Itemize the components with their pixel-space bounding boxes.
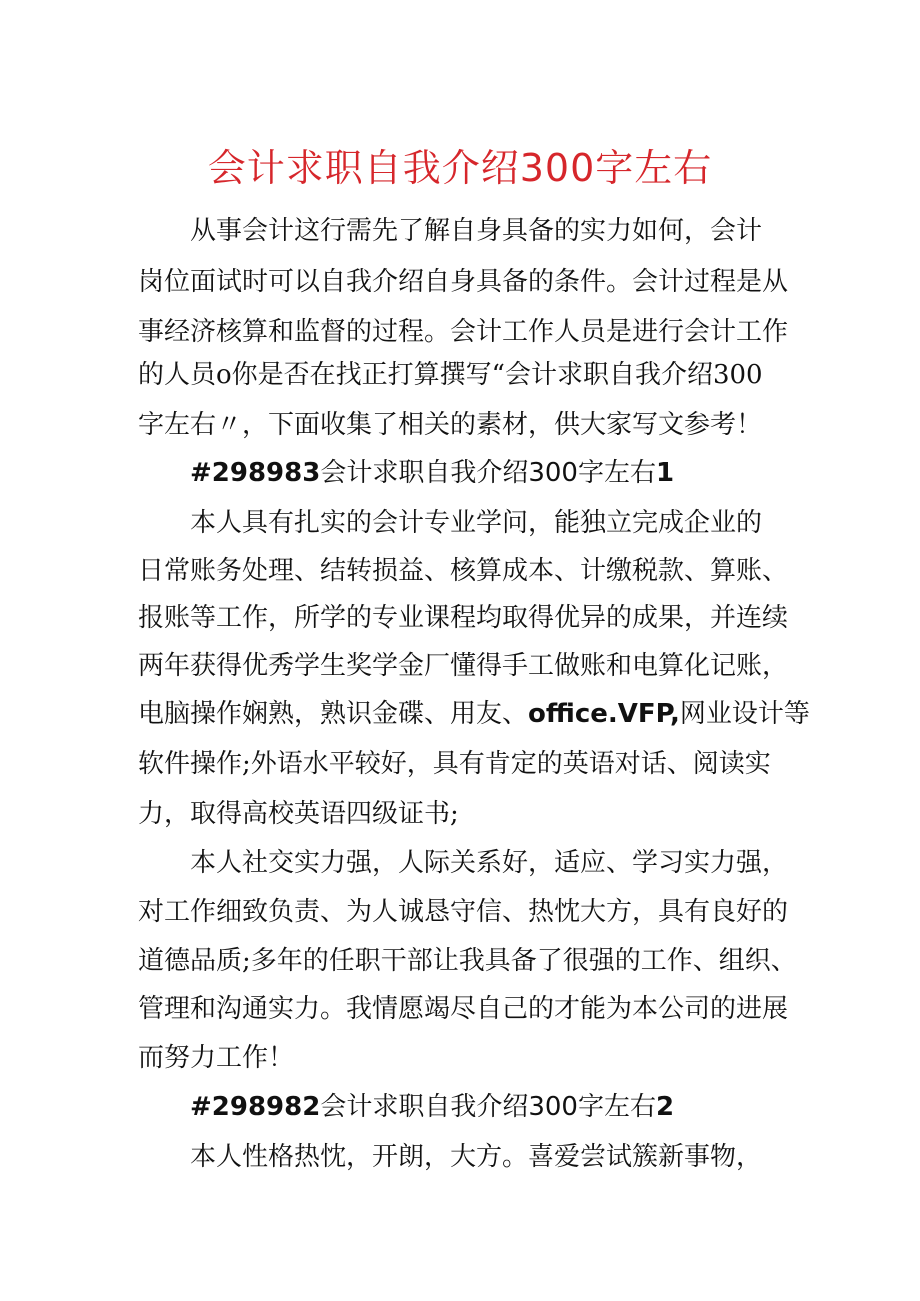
- intro-line-4: 的人员o你是否在找正打算撰写“会计求职自我介绍300: [138, 360, 763, 390]
- section-1-para-2-line-3: 道德品质;多年的任职干部让我具备了很强的工作、组织、: [138, 946, 797, 976]
- section-1-para-2-line-2: 对工作细致负责、为人诚恳守信、热忱大方，具有良好的: [138, 897, 789, 927]
- section-2-para-1-line-1: 本人性格热忱，开朗，大方。喜爱尝试簇新事物，: [190, 1142, 763, 1172]
- section-1-para-1-line-7: 力，取得高校英语四级证书;: [138, 799, 459, 829]
- section-1-para-1-line-4: 两年获得优秀学生奖学金厂懂得手工做账和电算化记账，: [138, 651, 789, 681]
- intro-line-1: 从事会计这行需先了解自身具备的实力如何，会计: [190, 216, 763, 246]
- section-1-heading: [190, 453, 674, 493]
- section-1-para-1-line-3: 报账等工作，所学的专业课程均取得优异的成果，并连续: [138, 603, 789, 633]
- section-2-heading-num: 2: [655, 1092, 675, 1122]
- section-1-para-2-line-4: 管理和沟通实力。我情愿竭尽自己的才能为本公司的进展: [138, 994, 789, 1024]
- document-title: 会计求职自我介绍300字左右: [207, 146, 713, 190]
- section-1-line-5-pre: 电脑操作娴熟，熟识金碟、用友、: [138, 699, 529, 729]
- section-1-para-2-line-1: 本人社交实力强，人际关系好，适应、学习实力强，: [190, 848, 789, 878]
- section-1-line-5-bold: office.VFP,: [528, 699, 680, 729]
- section-1-para-1-line-6: 软件操作;外语水平较好，具有肯定的英语对话、阅读实: [138, 749, 771, 779]
- section-1-para-1-line-5: [138, 694, 810, 734]
- section-2-heading-text: 会计求职自我介绍300字左右: [320, 1092, 656, 1122]
- intro-line-2: 岗位面试时可以自我介绍自身具备的条件。会计过程是从: [138, 267, 789, 297]
- intro-line-3: 事经济核算和监督的过程。会计工作人员是进行会计工作: [138, 317, 789, 347]
- section-1-heading-id: #298983: [190, 458, 321, 488]
- section-1-line-5-post: 网业设计等: [679, 699, 810, 729]
- section-1-heading-text: 会计求职自我介绍300字左右: [320, 458, 656, 488]
- section-1-heading-num: 1: [655, 458, 675, 488]
- section-1-para-1-line-2: 日常账务处理、结转损益、核算成本、计缴税款、算账、: [138, 556, 789, 586]
- section-1-para-1-line-1: 本人具有扎实的会计专业学问，能独立完成企业的: [190, 508, 763, 538]
- section-1-para-2-line-5: 而努力工作！: [138, 1043, 295, 1073]
- section-2-heading-id: #298982: [190, 1092, 321, 1122]
- intro-line-5: 字左右〃，下面收集了相关的素材，供大家写文参考！: [138, 410, 763, 440]
- section-2-heading: [190, 1087, 674, 1127]
